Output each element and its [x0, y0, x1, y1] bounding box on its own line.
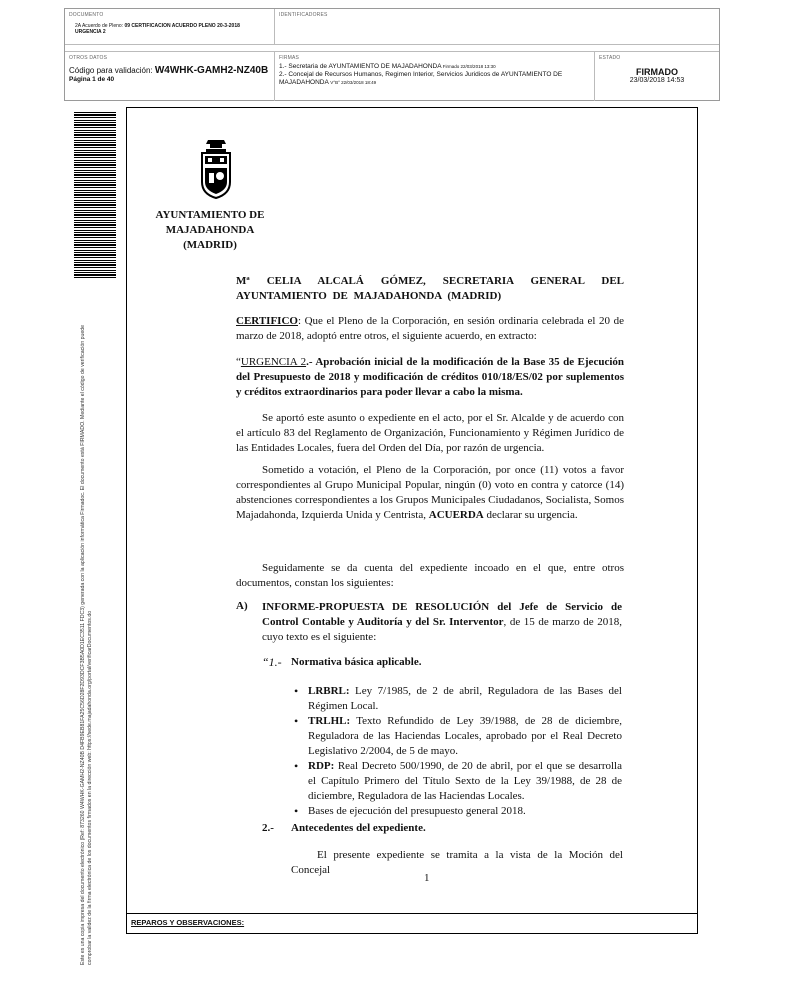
urgencia-paragraph: “URGENCIA 2.- Aprobación inicial de la modificación de la Base 35 de Ejecución del Presupuesto de 2018 y modificación de créditos 010/18/ES/02 por suplementos y créditos extraordinarios para poder llevar a cabo la misma. [236, 356, 625, 398]
signature-header [64, 8, 720, 101]
documento-line1: 2A Acuerdo de Pleno: 09 CERTIFICACION ACUERDO PLENO 20-3-2018 [75, 23, 240, 29]
identificadores-label: IDENTIFICADORES [279, 12, 328, 18]
verification-sidetext: Este es una copia impresa del documento electrónico (Ref: 873260 W4WHK-GAMH2-NZ40B D4FB9EB81FA25C56D28F2D93DCF3B5A0D1EC3511 FDC3) generada con la aplicación informática Firmadoc. El documento está FIRMADO. Mediante el código de verificación puede comprobar la validez de la firma electrónica de los documentos firmados en la dirección web: https://sede.majadahonda.org/portal/verificarDocumentos.do [80, 324, 93, 965]
section-a-label: A) [236, 600, 248, 612]
section-2-title: Antecedentes del expediente. [291, 822, 426, 834]
pagina-count: Página 1 de 40 [69, 76, 115, 83]
org-line1: AYUNTAMIENTO DE [155, 209, 265, 221]
estado-date: 23/03/2018 14:53 [629, 77, 685, 84]
org-line3: (MADRID) [183, 239, 237, 251]
documento-line2: URGENCIA 2 [75, 29, 106, 35]
otros-datos-cell [65, 51, 275, 101]
section-a-text: INFORME-PROPUESTA DE RESOLUCIÓN del Jefe de Servicio de Control Contable y Auditoría y del Sr. Interventor, de 15 de marzo de 2018, cuyo texto es el siguiente: [262, 601, 622, 643]
list-item: • RDP: Real Decreto 500/1990, de 20 de abril, por el que se desarrolla el Capítulo Primero del Título Sexto de la Ley 39/1988, de 28 de diciembre, Reguladora de las Haciendas Locales. [308, 759, 622, 804]
paragraph-3: Seguidamente se da cuenta del expediente incoado en el que, entre otros documentos, constan los siguientes: [236, 562, 624, 589]
estado-label: ESTADO [599, 55, 621, 61]
firmas-label: FIRMAS [279, 55, 300, 61]
list-item: • Bases de ejecución del presupuesto general 2018. [308, 804, 622, 819]
section-1-title: Normativa básica aplicable. [291, 656, 422, 668]
list-item: • TRLHL: Texto Refundido de Ley 39/1988, de 28 de diciembre, Reguladora de las Haciendas Locales, aprobado por el Real Decreto Legislativo 2/2004, de 5 de mayo. [308, 714, 622, 759]
section-2-number: 2.- [262, 822, 274, 834]
estado-value: FIRMADO [636, 67, 678, 77]
page-number: 1 [424, 872, 430, 884]
barcode-image [74, 112, 116, 280]
certifico-paragraph: CERTIFICO: Que el Pleno de la Corporación, en sesión ordinaria celebrada el 20 de marzo de 2018, adoptó entre otros, el siguiente acuerdo, en extracto: [236, 315, 624, 342]
reparos-observaciones: REPAROS Y OBSERVACIONES: [126, 913, 698, 934]
paragraph-2: Sometido a votación, el Pleno de la Corporación, por once (11) votos a favor correspondientes al Grupo Municipal Popular, ningún (0) voto en contra y catorce (14) abstenciones correspondientes a los Grupos Municipales Ciudadanos, Socialista, Somos Majadahonda, Izquierda Unida y Centrista, ACUERDA declarar su urgencia. [236, 464, 624, 521]
otros-label: OTROS DATOS [69, 55, 108, 61]
firma-2b: MAJADAHONDA V°B° 22/03/2018 18:49 [279, 79, 377, 86]
org-line2: MAJADAHONDA [165, 224, 255, 236]
section-1-number: “1.- [262, 655, 282, 669]
coat-of-arms-icon [196, 138, 236, 200]
section-2-text: El presente expediente se tramita a la vista de la Moción del Concejal [291, 849, 623, 876]
organization-name [140, 208, 280, 253]
document-heading: Mª CELIA ALCALÁ GÓMEZ, SECRETARIA GENERAL DEL AYUNTAMIENTO DE MAJADAHONDA (MADRID) [236, 275, 624, 302]
documento-label: DOCUMENTO [69, 12, 104, 18]
documento-cell [65, 9, 275, 45]
identificadores-cell [275, 9, 719, 45]
firmas-cell [275, 51, 595, 101]
firma-2: 2.- Concejal de Recursos Humanos, Regimen Interior, Servicios Juridicos de AYUNTAMIENTO DE [279, 71, 563, 78]
codigo-validacion: Código para validación: W4WHK-GAMH2-NZ40B [69, 65, 269, 76]
firma-1: 1.- Secretaria de AYUNTAMIENTO DE MAJADAHONDA Firmado 22/03/2018 13:30 [279, 63, 496, 70]
paragraph-1: Se aportó este asunto o expediente en el acto, por el Sr. Alcalde y de acuerdo con el artículo 83 del Reglamento de Organización, Funcionamiento y Régimen Jurídico de las Entidades Locales, fuera del Orden del Día, por razón de urgencia. [236, 412, 624, 454]
list-item: • LRBRL: Ley 7/1985, de 2 de abril, Reguladora de las Bases del Régimen Local. [308, 684, 622, 714]
estado-cell [595, 51, 719, 101]
normativa-list [290, 684, 622, 819]
